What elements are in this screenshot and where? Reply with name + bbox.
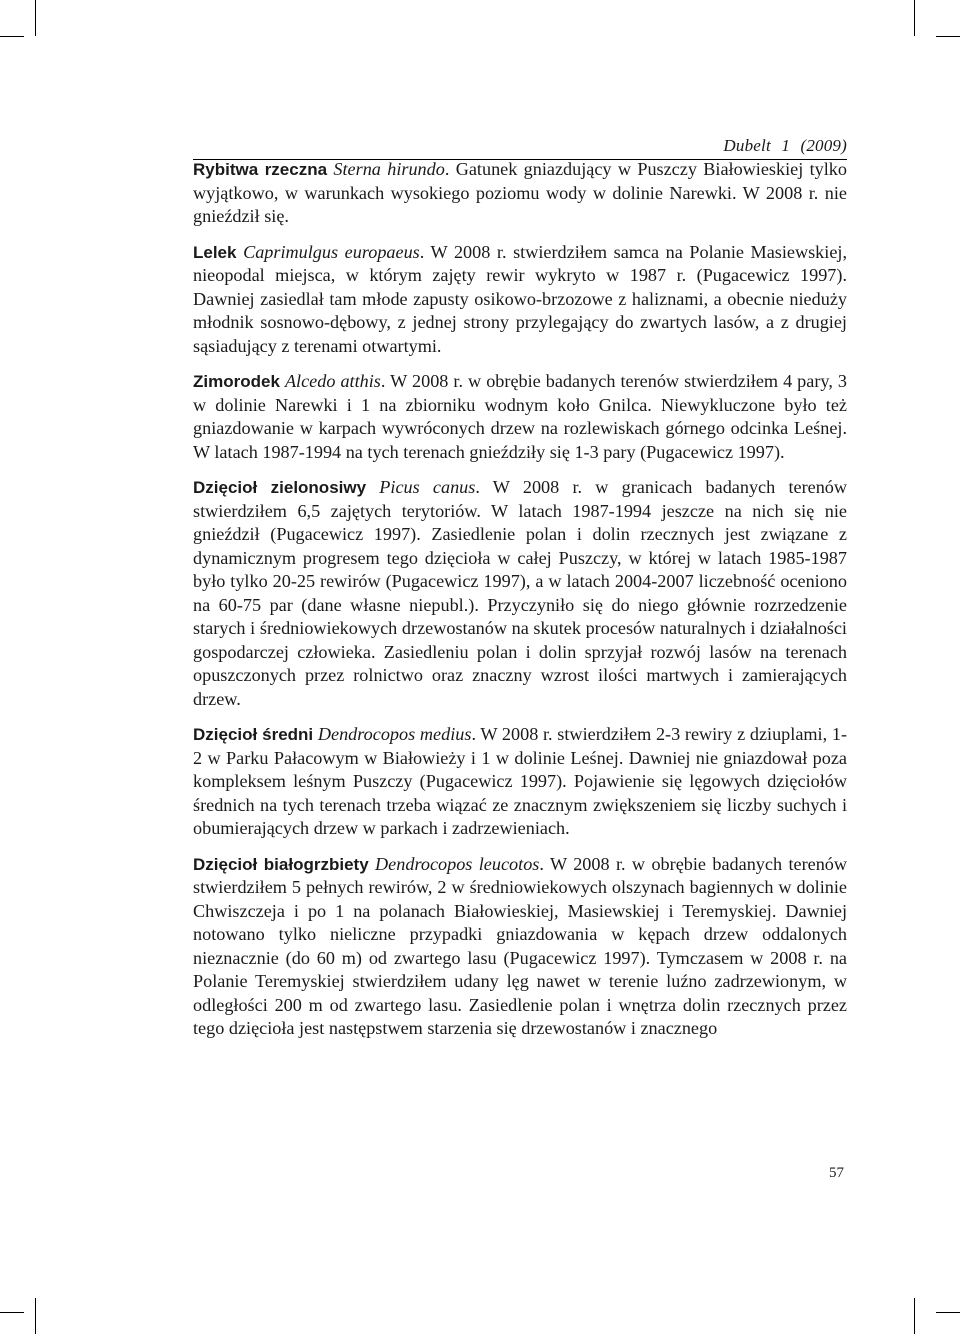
crop-mark [0, 1312, 24, 1313]
species-name: Rybitwa rzeczna [193, 160, 328, 179]
species-entry [193, 853, 847, 1041]
page-number: 57 [829, 1165, 844, 1181]
species-latin-name: Alcedo atthis [284, 371, 381, 391]
species-text: . Gatunek gniazdujący w Puszczy Białowieskiej tylko wyjątkowo, w warunkach wysokiego poziomu wody w dolinie Narewki. W 2008 r. nie gnieździł się. [193, 159, 847, 226]
species-latin-name: Dendrocopos medius [317, 724, 472, 744]
species-entry [193, 723, 847, 841]
article-body [193, 158, 847, 1053]
species-text: . W 2008 r. w obrębie badanych terenów stwierdziłem 5 pełnych rewirów, 2 w średniowiekowych olszynach bagiennych w dolinie Chwiszczeja i po 1 na polanach Białowieskiej, Masiewskiej i Teremyskiej. Dawniej notowano tylko nieliczne przypadki gniazdowania w kępach drzew oddalonych nieznacznie (do 60 m) od zwartego lasu (Pugacewicz 1997). Tymczasem w 2008 r. na Polanie Teremyskiej stwierdziłem udany lęg nawet w terenie luźno zadrzewionym, w odległości 200 m od zwartego lasu. Zasiedlenie polan i wnętrza dolin rzecznych przez tego dzięcioła jest następstwem starzenia się drzewostanów i znacznego [193, 853, 848, 1038]
species-entry [193, 158, 847, 229]
species-text: . W 2008 r. w granicach badanych terenów stwierdziłem 6,5 zajętych terytoriów. W latach 1987-1994 jeszcze na nich się nie gnieździł (Pugacewicz 1997). Zasiedlenie polan i dolin rzecznych jest związane z dynamicznym progresem tego dzięcioła w całej Puszczy, w której w latach 1985-1987 było tylko 20-25 rewirów (Pugacewicz 1997), a w latach 2004-2007 liczebność oceniono na 60-75 par (dane własne niepubl.). Przyczyniło się do niego głównie rozrzedzenie starych i średniowiekowych drzewostanów na skutek procesów naturalnych i działalności gospodarczej człowieka. Zasiedleniu polan i dolin sprzyjał rozwój lasów na terenach opuszczonych przez rolnictwo oraz znaczny wzrost ilości martwych i zamierających drzew. [193, 477, 848, 709]
crop-mark [914, 0, 915, 36]
crop-mark [914, 1298, 915, 1334]
species-name: Zimorodek [193, 372, 280, 391]
species-name: Dzięcioł średni [193, 725, 314, 744]
crop-mark [35, 1298, 36, 1334]
species-name: Dzięcioł białogrzbiety [193, 854, 369, 874]
crop-mark [0, 36, 24, 37]
species-entry [193, 370, 847, 464]
species-entry [193, 241, 847, 359]
species-name: Lelek [193, 242, 237, 262]
species-latin-name: Picus canus [379, 477, 476, 497]
crop-mark [35, 0, 36, 36]
running-header: Dubelt 1 (2009) [723, 136, 847, 155]
species-latin-name: Dendrocopos leucotos [375, 853, 540, 874]
species-text: . W 2008 r. stwierdziłem samca na Polanie Masiewskiej, nieopodal miejsca, w którym zajęty rewir wykryto w 1987 r. (Pugacewicz 1997). Dawniej zasiedlał tam młode zapusty osikowo-brzozowe z haliznami, a obecnie nieduży młodnik sosnowo-dębowy, z jednej strony przylegający do zwartych lasów, a z drugiej sąsiadujący z terenami otwartymi. [193, 241, 847, 356]
species-text: . W 2008 r. w obrębie badanych terenów stwierdziłem 4 pary, 3 w dolinie Narewki i 1 na zbiorniku wodnym koło Gnilca. Niewykluczone było też gniazdowanie w karpach wywróconych drzew na rozlewiskach górnego odcinka Leśnej. W latach 1987-1994 na tych terenach gnieździły się 1-3 pary (Pugacewicz 1997). [193, 371, 847, 462]
species-text: . W 2008 r. stwierdziłem 2-3 rewiry z dziuplami, 1-2 w Parku Pałacowym w Białowieży i 1 w dolinie Leśnej. Dawniej nie gniazdował poza kompleksem leśnym Puszczy (Pugacewicz 1997). Pojawienie się lęgowych dzięciołów średnich na tych terenach trzeba wiązać ze znacznym zwiększeniem się liczby suchych i obumierających drzew w parkach i zadrzewieniach. [193, 724, 848, 838]
species-latin-name: Sterna hirundo [333, 159, 445, 179]
species-entry [193, 476, 847, 711]
crop-mark [936, 1312, 960, 1313]
species-name: Dzięcioł zielonosiwy [193, 478, 367, 497]
species-latin-name: Caprimulgus europaeus [243, 241, 420, 262]
crop-mark [936, 36, 960, 37]
